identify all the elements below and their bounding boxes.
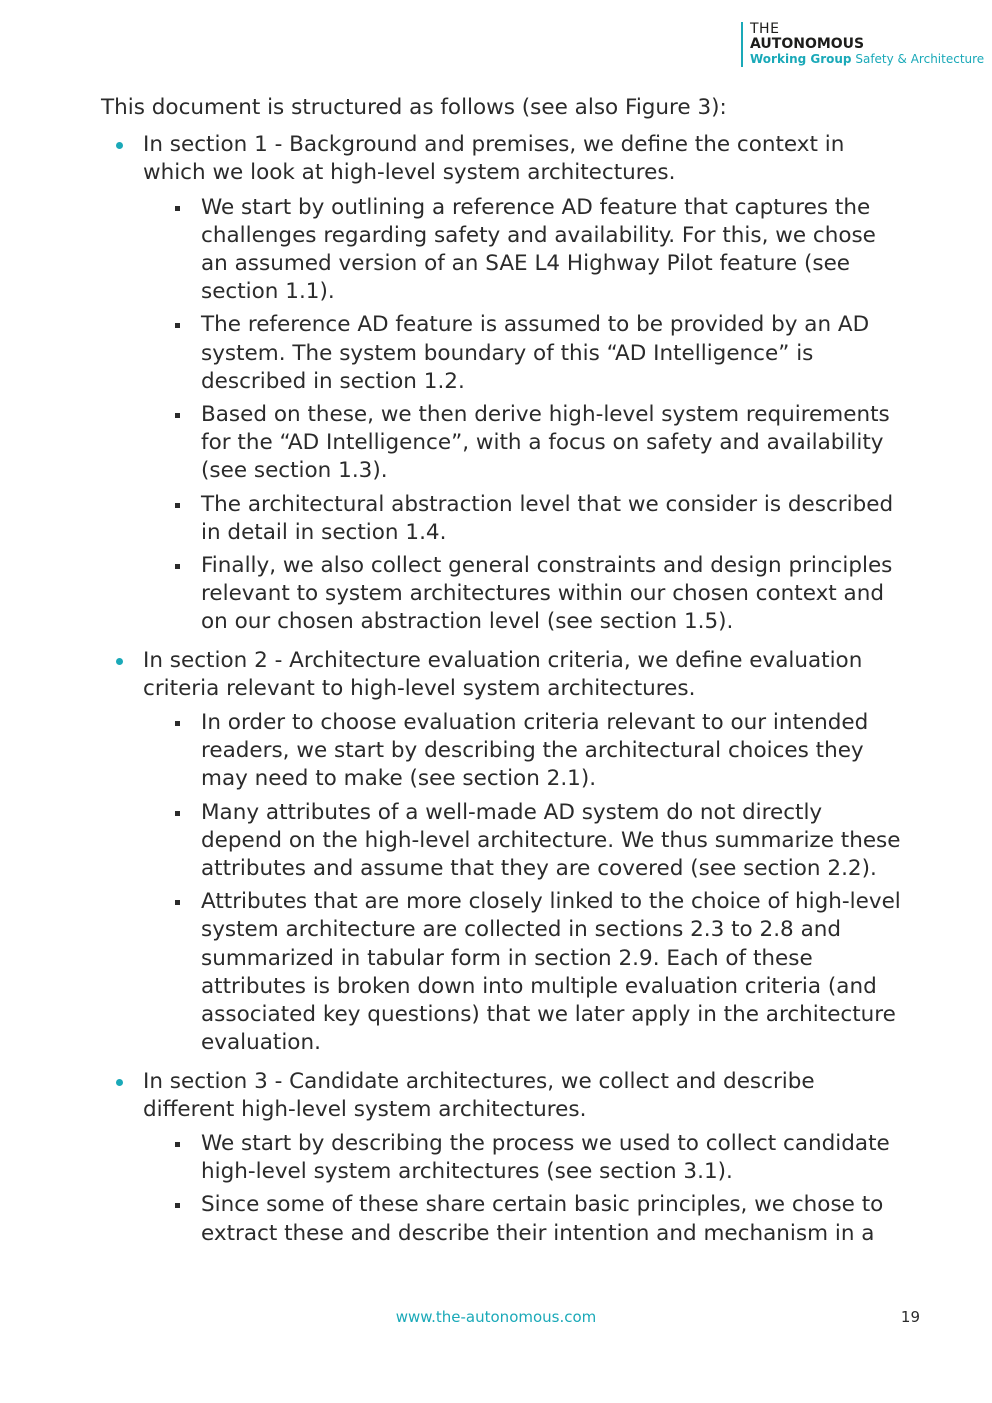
bullet-dot-icon bbox=[116, 658, 123, 665]
sub-item-text: The architectural abstraction level that we consider is described in detail in section 1.4. bbox=[201, 491, 894, 545]
intro-paragraph: This document is structured as follows (see also Figure 3): bbox=[101, 95, 727, 120]
sub-list bbox=[143, 709, 901, 1057]
logo-line-autonomous: AUTONOMOUS bbox=[750, 36, 865, 52]
section-summary: In section 1 - Background and premises, we define the context in which we look at high-level system architectures. bbox=[143, 132, 845, 186]
bullet-square-icon bbox=[175, 1203, 180, 1208]
list-item bbox=[143, 311, 901, 396]
sub-item-text: Attributes that are more closely linked to the choice of high-level system architecture are collected in sections 2.3 to 2.8 and summarized in tabular form in section 2.9. Each of these attributes is broken down into multiple evaluation criteria (and associated key questions) that we later apply in the architecture evaluation. bbox=[201, 889, 901, 1056]
page-number: 19 bbox=[900, 1308, 920, 1326]
sub-item-text: Many attributes of a well-made AD system do not directly depend on the high-level architecture. We thus summarize these attributes and assume that they are covered (see section 2.2). bbox=[201, 799, 901, 882]
sub-item-text: The reference AD feature is assumed to be provided by an AD system. The system boundary of this “AD Intelligence” is described in section 1.2. bbox=[201, 312, 870, 394]
list-item bbox=[101, 1068, 901, 1248]
bullet-square-icon bbox=[175, 564, 180, 569]
list-item bbox=[143, 888, 901, 1057]
logo-subtitle bbox=[750, 52, 984, 67]
section-summary: In section 2 - Architecture evaluation criteria, we define evaluation criteria relevant to high-level system architectures. bbox=[143, 647, 863, 701]
section-summary: In section 3 - Candidate architectures, we collect and describe different high-level system architectures. bbox=[143, 1068, 815, 1122]
list-item bbox=[143, 1191, 901, 1247]
list-item bbox=[143, 552, 901, 637]
list-item bbox=[143, 401, 901, 486]
document-body bbox=[101, 94, 901, 1258]
bullet-dot-icon bbox=[116, 1079, 123, 1086]
logo-line-the: THE bbox=[750, 21, 780, 37]
bullet-square-icon bbox=[175, 811, 180, 816]
list-item bbox=[143, 799, 901, 884]
sub-item-text: We start by outlining a reference AD feature that captures the challenges regarding safety and availability. For this, we chose an assumed version of an SAE L4 Highway Pilot feature (see section 1.1). bbox=[201, 194, 876, 305]
bullet-square-icon bbox=[175, 413, 180, 418]
bullet-square-icon bbox=[175, 206, 180, 211]
list-item bbox=[143, 1130, 901, 1186]
sub-item-text: Since some of these share certain basic principles, we chose to extract these and describe their intention and mechanism in a bbox=[201, 1192, 884, 1246]
sub-item-text: Based on these, we then derive high-level system requirements for the “AD Intelligence”, with a focus on safety and availability (see section 1.3). bbox=[201, 402, 890, 484]
logo-subtitle-bold: Working Group bbox=[750, 52, 852, 66]
bullet-square-icon bbox=[175, 503, 180, 508]
bullet-dot-icon bbox=[116, 142, 123, 149]
list-item bbox=[101, 131, 901, 636]
footer-website-link[interactable]: www.the-autonomous.com bbox=[395, 1308, 597, 1326]
bullet-square-icon bbox=[175, 323, 180, 328]
sub-list bbox=[143, 1130, 901, 1248]
list-item bbox=[101, 647, 901, 1058]
sub-item-text: We start by describing the process we used to collect candidate high-level system architectures (see section 3.1). bbox=[201, 1130, 890, 1185]
list-item bbox=[143, 194, 901, 307]
bullet-square-icon bbox=[175, 1142, 180, 1147]
logo bbox=[741, 22, 984, 67]
logo-subtitle-rest: Safety & Architecture bbox=[851, 52, 985, 66]
section-list bbox=[101, 131, 901, 1248]
sub-item-text: Finally, we also collect general constraints and design principles relevant to system architectures within our chosen context and on our chosen abstraction level (see section 1.5). bbox=[201, 553, 893, 635]
list-item bbox=[143, 491, 901, 547]
bullet-square-icon bbox=[175, 900, 180, 905]
list-item bbox=[143, 709, 901, 794]
sub-list bbox=[143, 194, 901, 637]
bullet-square-icon bbox=[175, 721, 180, 726]
sub-item-text: In order to choose evaluation criteria relevant to our intended readers, we start by describing the architectural choices they may need to make (see section 2.1). bbox=[201, 710, 869, 792]
